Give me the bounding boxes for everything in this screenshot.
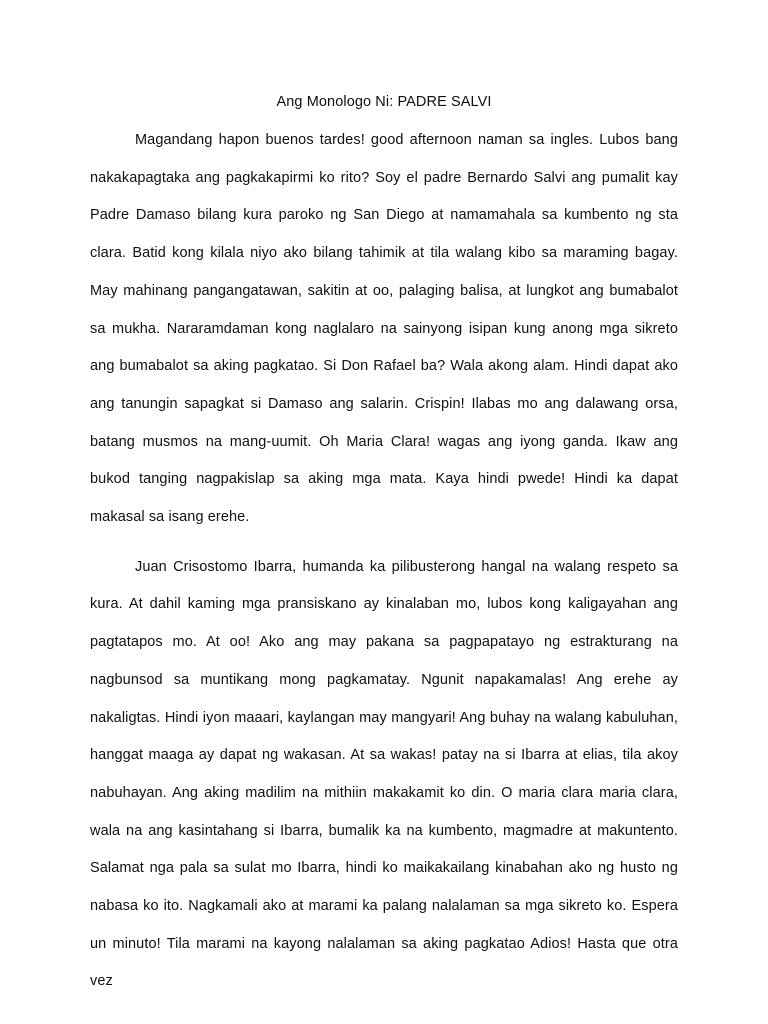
document-title: Ang Monologo Ni: PADRE SALVI	[276, 94, 492, 110]
paragraph-2: Juan Crisostomo Ibarra, humanda ka pilibusterong hangal na walang respeto sa kura. At dahil kaming mga pransiskano ay kinalaban mo, lubos kong kaligayahan ang pagtatapos mo. At oo! Ako ang may pakana sa pagpapatayo ng estrakturang na nagbunsod sa muntikang mong pagkamatay. Ngunit napakamalas! Ang erehe ay nakaligtas. Hindi iyon maaari, kaylangan may mangyari! Ang buhay na walang kabuluhan, hanggat maaga ay dapat ng wakasan. At sa wakas! patay na si Ibarra at elias, tila akoy nabuhayan. Ang aking madilim na mithiin makakamit ko din. O maria clara maria clara, wala na ang kasintahang si Ibarra, bumalik ka na kumbento, magmadre at makuntento. Salamat nga pala sa sulat mo Ibarra, hindi ko maikakailang kinabahan ako ng husto ng nabasa ko ito. Nagkamali ako at marami ka palang nalalaman sa mga sikreto ko. Espera un minuto! Tila marami na kayong nalalaman sa aking pagkatao Adios! Hasta que otra vez	[90, 558, 678, 990]
document-page	[90, 82, 678, 1001]
paragraph-1: Magandang hapon buenos tardes! good afternoon naman sa ingles. Lubos bang nakakapagtaka ang pagkakapirmi ko rito? Soy el padre Bernardo Salvi ang pumalit kay Padre Damaso bilang kura paroko ng San Diego at namamahala sa kumbento ng sta clara. Batid kong kilala niyo ako bilang tahimik at tila walang kibo sa maraming bagay. May mahinang pangangatawan, sakitin at oo, palaging balisa, at lungkot ang bumabalot sa mukha. Nararamdaman kong naglalaro na sainyong isipan kung anong mga sikreto ang bumabalot sa aking pagkatao. Si Don Rafael ba? Wala akong alam. Hindi dapat ako ang tanungin sapagkat si Damaso ang salarin. Crispin! Ilabas mo ang dalawang orsa, batang musmos na mang-uumit. Oh Maria Clara! wagas ang iyong ganda. Ikaw ang bukod tanging nagpakislap sa aking mga mata. Kaya hindi pwede! Hindi ka dapat makasal sa isang erehe.	[90, 132, 678, 526]
